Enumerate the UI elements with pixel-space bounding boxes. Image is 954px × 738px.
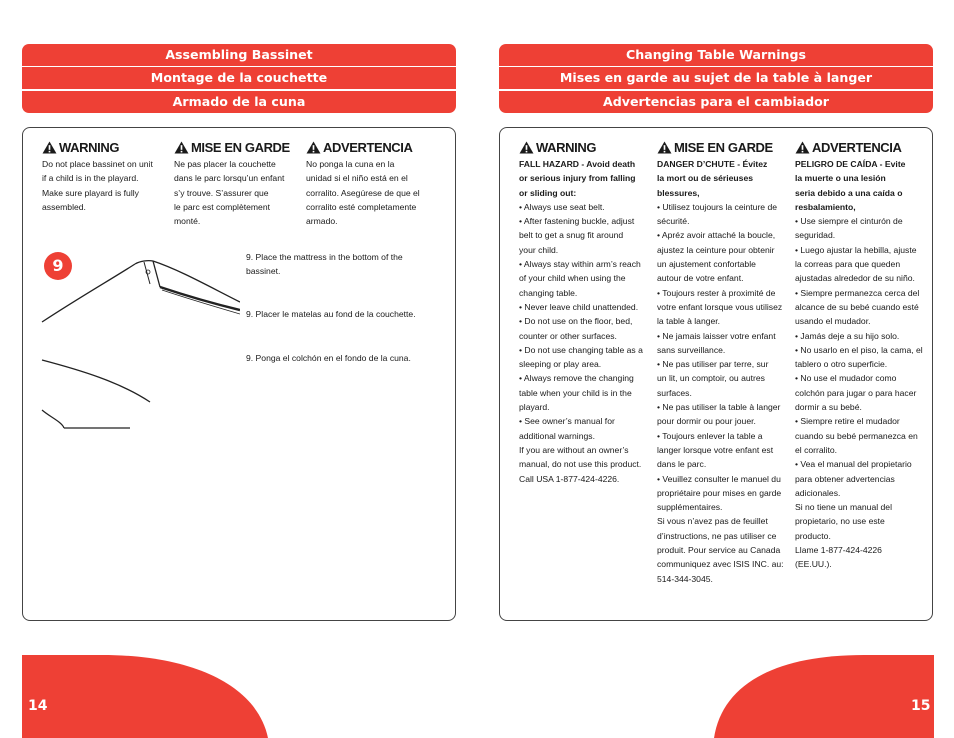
step-line: 9. Ponga el colchón en el fondo de la cuna. <box>246 353 411 363</box>
warning-line: • Luego ajustar la hebilla, ajuste <box>795 244 917 255</box>
hazard-line: la mort ou de sérieuses <box>657 173 753 184</box>
warning-line: • Ne pas utiliser la table à langer <box>657 402 781 413</box>
warning-line: ajustadas alrededor de su niño. <box>795 273 915 284</box>
warning-line: 514-344-3045. <box>657 573 713 584</box>
warning-line: producto. <box>795 530 831 541</box>
warning-line: manual, do not use this product. <box>519 459 642 470</box>
warning-title: MISE EN GARDE <box>191 140 290 155</box>
warning-line: la correas para que queden <box>795 259 901 270</box>
warning-line: sans surveillance. <box>657 344 726 355</box>
warning-triangle-icon <box>795 141 810 154</box>
warning-line: tablero o otro superficie. <box>795 359 888 370</box>
hazard-line: resbalamiento, <box>795 201 856 212</box>
warning-line: Si vous n’avez pas de feuillet <box>657 516 768 527</box>
warning-line: dans le parc. <box>657 459 707 470</box>
warning-column-fr <box>657 140 793 586</box>
warning-line: • Apréz avoir attaché la boucle, <box>657 230 776 241</box>
warning-line: colchón para jugar o para hacer <box>795 387 917 398</box>
header-title-es: Advertencias para el cambiador <box>499 91 933 113</box>
warning-line: dormir a su bebé. <box>795 402 862 413</box>
warning-line: • Always stay within arm’s reach <box>519 259 641 270</box>
warning-line: Make sure playard is fully <box>42 187 139 198</box>
warning-line: communiquez avec ISIS INC. au: <box>657 559 784 570</box>
warning-line: propietario, no use este <box>795 516 885 527</box>
warning-line: armado. <box>306 216 338 227</box>
warning-line: • No usarlo en el piso, la cama, el <box>795 344 923 355</box>
warning-title: ADVERTENCIA <box>812 140 902 155</box>
step-text-en <box>246 250 436 279</box>
warning-title: MISE EN GARDE <box>674 140 773 155</box>
warning-triangle-icon <box>174 141 189 154</box>
right-header <box>499 0 933 120</box>
hazard-line: la muerte o una lesión <box>795 173 886 184</box>
header-title-en: Assembling Bassinet <box>22 44 456 66</box>
warning-triangle-icon <box>306 141 321 154</box>
warning-line: of your child when using the <box>519 273 626 284</box>
warning-line: • Do not use on the floor, bed, <box>519 316 633 327</box>
hazard-line: PELIGRO DE CAÍDA - Evite <box>795 159 906 169</box>
warning-line: votre enfant lorsque vous utilisez <box>657 301 783 312</box>
warning-line: ajustez la ceinture pour obtenir <box>657 244 775 255</box>
warning-line: • After fastening buckle, adjust <box>519 216 635 227</box>
warning-line: autour de votre enfant. <box>657 273 744 284</box>
hazard-line: FALL HAZARD - Avoid death <box>519 159 636 169</box>
warning-line: playard. <box>519 402 550 413</box>
step-text-es <box>246 351 436 365</box>
hazard-line: or serious injury from falling <box>519 173 636 184</box>
warning-line: sleeping or play area. <box>519 359 602 370</box>
hazard-line: or sliding out: <box>519 187 577 198</box>
warning-line: • Toujours rester à proximité de <box>657 287 776 298</box>
warning-line: • Toujours enlever la table a <box>657 430 763 441</box>
warning-line: adicionales. <box>795 487 841 498</box>
warning-line: supplémentaires. <box>657 502 723 513</box>
warning-column-es <box>306 140 441 228</box>
warning-line: No ponga la cuna en la <box>306 159 395 169</box>
warning-line: • Always remove the changing <box>519 373 634 384</box>
step-text-fr <box>246 307 436 321</box>
hazard-line: blessures, <box>657 187 700 198</box>
warning-line: • Vea el manual del propietario <box>795 459 912 470</box>
left-header <box>22 0 456 120</box>
step-line: 9. Place the mattress in the bottom of the <box>246 252 403 262</box>
step-line: 9. Placer le matelas au fond de la couchette. <box>246 309 416 319</box>
warning-line: cuando su bebé permanezca en <box>795 430 918 441</box>
warning-line: • No use el mudador como <box>795 373 897 384</box>
warning-line: if a child is in the playard. <box>42 173 139 184</box>
warning-line: • Ne jamais laisser votre enfant <box>657 330 776 341</box>
warning-title: WARNING <box>59 140 120 155</box>
warning-title: ADVERTENCIA <box>323 140 413 155</box>
warning-line: Ne pas placer la couchette <box>174 159 276 169</box>
warning-line: dans le parc lorsqu’un enfant <box>174 173 285 184</box>
warning-lines <box>795 157 930 572</box>
warning-line: assembled. <box>42 201 86 212</box>
warning-line: table when your child is in the <box>519 387 632 398</box>
warning-column-fr <box>174 140 302 228</box>
warning-line: un lit, un comptoir, ou autres <box>657 373 765 384</box>
warning-line: propriétaire pour mises en garde <box>657 487 782 498</box>
warning-line: usando el mudador. <box>795 316 871 327</box>
warning-line: belt to get a snug fit around <box>519 230 624 241</box>
warning-line: Do not place bassinet on unit <box>42 159 153 169</box>
warning-line: para obtener advertencias <box>795 473 895 484</box>
warning-line: • Do not use changing table as a <box>519 344 643 355</box>
warning-line: el corralito. <box>795 444 838 455</box>
warning-line: (EE.UU.). <box>795 559 832 570</box>
warning-line: • Never leave child unattended. <box>519 301 639 312</box>
warning-line: surfaces. <box>657 387 692 398</box>
warning-line: your child. <box>519 244 559 255</box>
warning-line: Llame 1-877-424-4226 <box>795 545 882 556</box>
warning-line: produit. Pour service au Canada <box>657 545 781 556</box>
warning-line: • Jamás deje a su hijo solo. <box>795 330 900 341</box>
warning-triangle-icon <box>519 141 534 154</box>
warning-lines <box>519 157 655 486</box>
header-title-fr: Montage de la couchette <box>22 67 456 89</box>
warning-title: WARNING <box>536 140 597 155</box>
warning-line: unidad si el niño está en el <box>306 173 408 184</box>
warning-line: pour dormir ou pour jouer. <box>657 416 756 427</box>
warning-line: s’y trouve. S’assurer que <box>174 187 269 198</box>
warning-triangle-icon <box>657 141 672 154</box>
warning-line: counter or other surfaces. <box>519 330 617 341</box>
warning-line: seguridad. <box>795 230 836 241</box>
step-line: bassinet. <box>246 266 281 277</box>
right-footer-decoration <box>714 655 934 738</box>
warning-line: • Siempre permanezca cerca del <box>795 287 920 298</box>
warning-line: la table à langer. <box>657 316 721 327</box>
hazard-line: seria debido a una caída o <box>795 187 903 198</box>
warning-line: sécurité. <box>657 216 690 227</box>
left-footer-decoration <box>22 655 268 738</box>
warning-lines <box>657 157 793 586</box>
page-number-right: 15 <box>911 698 931 714</box>
warning-line: • See owner’s manual for <box>519 416 615 427</box>
warning-line: • Veuillez consulter le manuel du <box>657 473 781 484</box>
warning-line: • Always use seat belt. <box>519 201 605 212</box>
warning-triangle-icon <box>42 141 57 154</box>
hazard-line: DANGER D’CHUTE - Évitez <box>657 159 768 169</box>
warning-line: Call USA 1-877-424-4226. <box>519 473 620 484</box>
warning-line: • Siempre retire el mudador <box>795 416 900 427</box>
warning-line: le parc est complètement <box>174 201 271 212</box>
header-title-en: Changing Table Warnings <box>499 44 933 66</box>
warning-line: corralito. Asegúrese de que el <box>306 187 420 198</box>
warning-line: • Use siempre el cinturón de <box>795 216 903 227</box>
warning-line: additional warnings. <box>519 430 595 441</box>
warning-column-en <box>519 140 655 486</box>
warning-line: If you are without an owner’s <box>519 444 629 455</box>
warning-line: • Ne pas utiliser par terre, sur <box>657 359 769 370</box>
warning-line: Si no tiene un manual del <box>795 502 892 513</box>
warning-line: alcance de su bebé cuando esté <box>795 301 919 312</box>
step-number-badge: 9 <box>44 252 72 280</box>
bassinet-mattress-illustration <box>40 252 240 432</box>
header-title-fr: Mises en garde au sujet de la table à langer <box>499 67 933 89</box>
warning-line: langer lorsque votre enfant est <box>657 444 774 455</box>
warning-line: corralito esté completamente <box>306 201 417 212</box>
page-number-left: 14 <box>28 698 48 714</box>
warning-line: d’instructions, ne pas utiliser ce <box>657 530 777 541</box>
warning-line: monté. <box>174 216 201 227</box>
warning-line: un ajustement confortable <box>657 259 756 270</box>
header-title-es: Armado de la cuna <box>22 91 456 113</box>
warning-line: • Utilisez toujours la ceinture de <box>657 201 778 212</box>
warning-column-en <box>42 140 170 214</box>
warning-line: changing table. <box>519 287 578 298</box>
warning-column-es <box>795 140 930 572</box>
